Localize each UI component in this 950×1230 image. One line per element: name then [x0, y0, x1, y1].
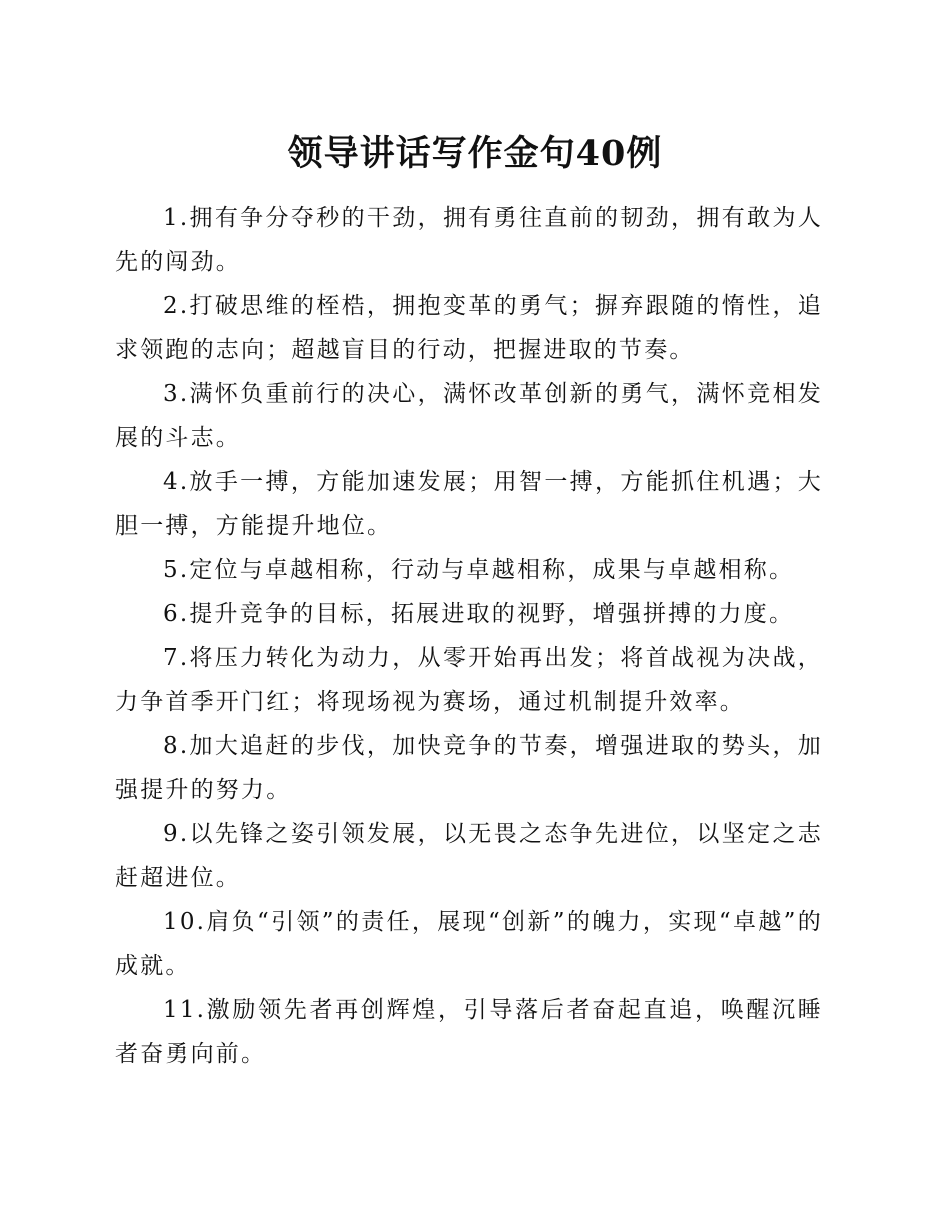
paragraph-8: 8.加大追赶的步伐，加快竞争的节奏，增强进取的势头，加强提升的努力。	[115, 733, 823, 803]
paragraph-1: 1.拥有争分夺秒的干劲，拥有勇往直前的韧劲，拥有敢为人先的闯劲。	[115, 205, 823, 275]
page-title: 领导讲话写作金句40例	[287, 133, 663, 174]
paragraph-11: 11.激励领先者再创辉煌，引导落后者奋起直追，唤醒沉睡者奋勇向前。	[115, 997, 823, 1067]
paragraph-5: 5.定位与卓越相称，行动与卓越相称，成果与卓越相称。	[163, 557, 795, 583]
document-body	[115, 196, 823, 1076]
paragraph-2: 2.打破思维的桎梏，拥抱变革的勇气；摒弃跟随的惰性，追求领跑的志向；超越盲目的行动，把握进取的节奏。	[115, 293, 823, 363]
paragraph-3: 3.满怀负重前行的决心，满怀改革创新的勇气，满怀竞相发展的斗志。	[115, 381, 823, 451]
paragraph-6: 6.提升竞争的目标，拓展进取的视野，增强拼搏的力度。	[163, 601, 795, 627]
paragraph-10: 10.肩负“引领”的责任，展现“创新”的魄力，实现“卓越”的成就。	[115, 909, 823, 979]
paragraph-9: 9.以先锋之姿引领发展，以无畏之态争先进位，以坚定之志赶超进位。	[115, 821, 823, 891]
paragraph-4: 4.放手一搏，方能加速发展；用智一搏，方能抓住机遇；大胆一搏，方能提升地位。	[115, 469, 823, 539]
paragraph-7: 7.将压力转化为动力，从零开始再出发；将首战视为决战，力争首季开门红；将现场视为赛场，通过机制提升效率。	[115, 645, 823, 715]
